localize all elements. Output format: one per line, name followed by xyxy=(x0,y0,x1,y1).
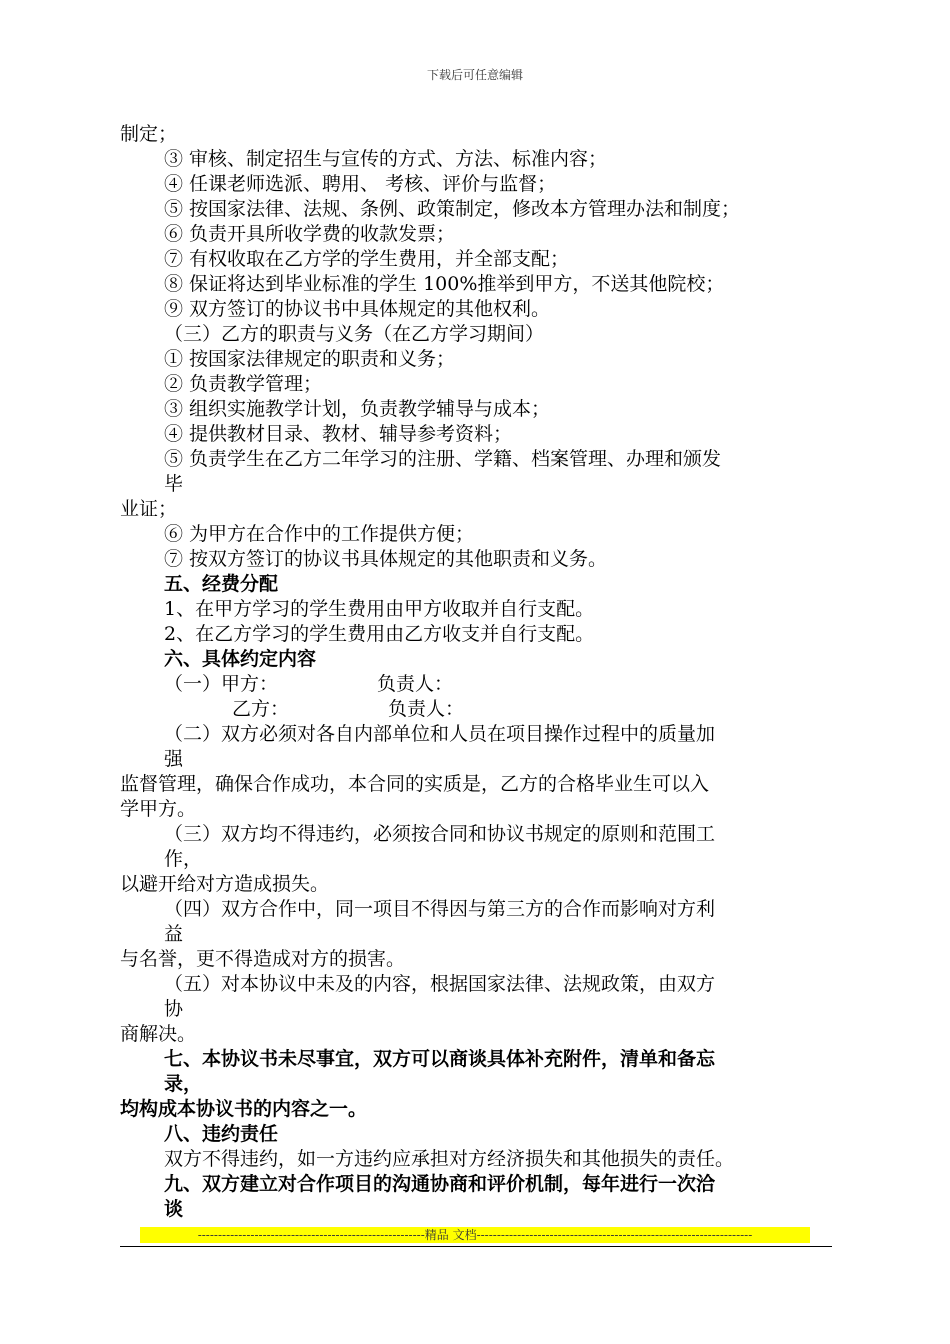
signature-line-b xyxy=(120,697,832,722)
section-heading: 谈 xyxy=(164,1198,184,1220)
party-b-person-label: 负责人： xyxy=(388,698,465,720)
clauses-lower xyxy=(120,722,832,1222)
section-heading: 八、违约责任 xyxy=(164,1123,279,1145)
document-line: （三）乙方的职责与义务（在乙方学习期间） xyxy=(164,323,545,345)
document-line: ④ 提供教材目录、教材、辅导参考资料； xyxy=(164,423,513,445)
document-line: （二）双方必须对各自内部单位和人员在项目操作过程中的质量加 xyxy=(164,723,716,745)
party-a-label: 甲方： xyxy=(221,673,279,695)
signature-line-a xyxy=(120,672,832,697)
document-line: ③ 审核、制定招生与宣传的方式、方法、标准内容； xyxy=(164,148,608,170)
party-b-label: 乙方： xyxy=(232,698,290,720)
document-line: ⑦ 按双方签订的协议书具体规定的其他职责和义务。 xyxy=(164,548,608,570)
document-line: 1、在甲方学习的学生费用由甲方收取并自行支配。 xyxy=(164,598,595,620)
party-a-person-label: 负责人： xyxy=(377,673,454,695)
document-line: ⑥ 负责开具所收学费的收款发票； xyxy=(164,223,456,245)
document-line: 与名誉，更不得造成对方的损害。 xyxy=(120,948,406,970)
document-line: 制定； xyxy=(120,123,178,145)
section-heading: 九、双方建立对合作项目的沟通协商和评价机制，每年进行一次洽 xyxy=(164,1173,716,1195)
document-line: ⑥ 为甲方在合作中的工作提供方便； xyxy=(164,523,475,545)
document-line: ④ 任课老师选派、聘用、 考核、评价与监督； xyxy=(164,173,557,195)
document-line: ⑧ 保证将达到毕业标准的学生 100%推举到甲方，不送其他院校； xyxy=(164,273,725,295)
document-line: ⑤ 按国家法律、法规、条例、政策制定，修改本方管理办法和制度； xyxy=(164,198,741,220)
document-line: ② 负责教学管理； xyxy=(164,373,323,395)
document-line: 强 xyxy=(164,748,184,770)
document-line: ⑤ 负责学生在乙方二年学习的注册、学籍、档案管理、办理和颁发 xyxy=(164,448,722,470)
document-line: ⑨ 双方签订的协议书中具体规定的其他权利。 xyxy=(164,298,551,320)
signature-prefix: （一） xyxy=(164,673,222,695)
clauses-upper xyxy=(120,122,832,672)
document-body xyxy=(120,122,832,1222)
document-line: 毕 xyxy=(164,473,184,495)
document-line: 学甲方。 xyxy=(120,798,197,820)
document-line: ① 按国家法律规定的职责和义务； xyxy=(164,348,456,370)
page-header: 下载后可任意编辑 xyxy=(426,68,523,82)
section-heading: 均构成本协议书的内容之一。 xyxy=(120,1098,368,1120)
document-line: 业证； xyxy=(120,498,178,520)
document-line: 商解决。 xyxy=(120,1023,197,1045)
section-heading: 七、本协议书未尽事宜，双方可以商谈具体补充附件，清单和备忘 xyxy=(164,1048,716,1070)
document-line: ③ 组织实施教学计划，负责教学辅导与成本； xyxy=(164,398,551,420)
document-line: 监督管理，确保合作成功，本合同的实质是，乙方的合格毕业生可以入 xyxy=(120,773,710,795)
document-line: （三）双方均不得违约，必须按合同和协议书规定的原则和范围工 xyxy=(164,823,716,845)
document-line: 2、在乙方学习的学生费用由乙方收支并自行支配。 xyxy=(164,623,595,645)
section-heading: 六、具体约定内容 xyxy=(164,648,317,670)
section-heading: 五、经费分配 xyxy=(164,573,279,595)
document-line: 双方不得违约，如一方违约应承担对方经济损失和其他损失的责任。 xyxy=(164,1148,735,1170)
document-line: （五）对本协议中未及的内容，根据国家法律、法规政策，由双方 xyxy=(164,973,716,995)
document-line: ⑦ 有权收取在乙方学的学生费用，并全部支配； xyxy=(164,248,570,270)
document-line: （四）双方合作中，同一项目不得因与第三方的合作而影响对方利 xyxy=(164,898,716,920)
section-heading: 录， xyxy=(164,1073,203,1095)
document-line: 益 xyxy=(164,923,184,945)
document-line: 以避开给对方造成损失。 xyxy=(120,873,330,895)
document-line: 协 xyxy=(164,998,184,1020)
document-line: 作， xyxy=(164,848,203,870)
footer-divider xyxy=(120,1246,832,1247)
footer-banner: --------------------------------------------------------精品 文档-------------------------------------------------------------------- xyxy=(140,1227,810,1243)
